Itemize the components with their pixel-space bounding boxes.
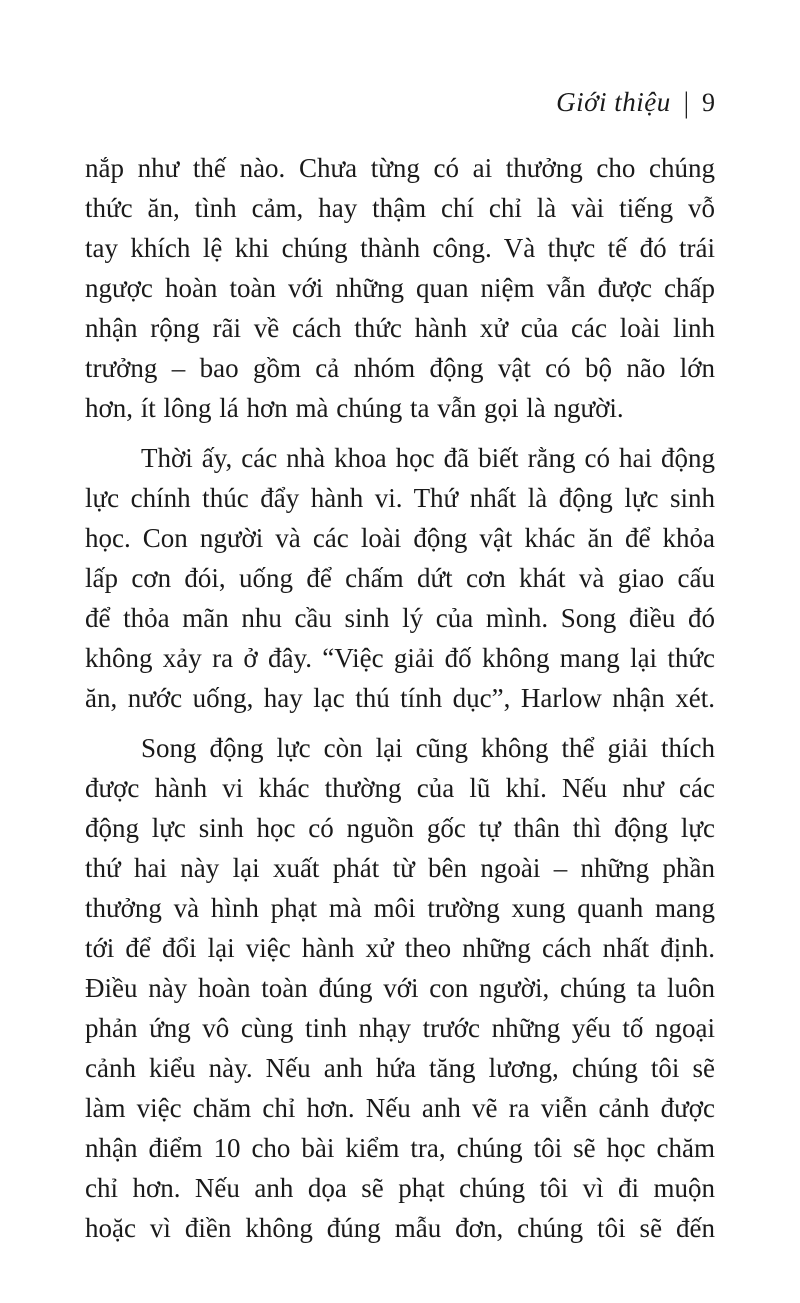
text-line: Điều này hoàn toàn đúng với con người, chúng ta luôn bbox=[85, 973, 715, 1003]
text-line: tay khích lệ khi chúng thành công. Và thực tế đó trái bbox=[85, 233, 715, 263]
paragraph bbox=[85, 438, 715, 718]
paragraph bbox=[85, 148, 715, 428]
text-line: nắp như thế nào. Chưa từng có ai thưởng cho chúng bbox=[85, 153, 715, 183]
text-line: thức ăn, tình cảm, hay thậm chí chỉ là vài tiếng vỗ bbox=[85, 193, 715, 223]
text-line: động lực sinh học có nguồn gốc tự thân thì động lực bbox=[85, 813, 715, 843]
text-line: thứ hai này lại xuất phát từ bên ngoài – những phần bbox=[85, 853, 715, 883]
text-line: phản ứng vô cùng tinh nhạy trước những yếu tố ngoại bbox=[85, 1013, 715, 1043]
text-line: hoặc vì điền không đúng mẫu đơn, chúng tôi sẽ đến bbox=[85, 1213, 715, 1243]
text-line: nhận rộng rãi về cách thức hành xử của các loài linh bbox=[85, 313, 715, 343]
text-line: làm việc chăm chỉ hơn. Nếu anh vẽ ra viễn cảnh được bbox=[85, 1093, 715, 1123]
text-line: Thời ấy, các nhà khoa học đã biết rằng có hai động bbox=[141, 443, 715, 473]
text-line: lấp cơn đói, uống để chấm dứt cơn khát và giao cấu bbox=[85, 563, 715, 593]
text-line: chỉ hơn. Nếu anh dọa sẽ phạt chúng tôi vì đi muộn bbox=[85, 1173, 715, 1203]
text-line: Song động lực còn lại cũng không thể giải thích bbox=[141, 733, 715, 763]
text-line: được hành vi khác thường của lũ khỉ. Nếu như các bbox=[85, 773, 715, 803]
text-line: ngược hoàn toàn với những quan niệm vẫn được chấp bbox=[85, 273, 715, 303]
header-separator: | bbox=[683, 85, 689, 120]
running-header bbox=[85, 86, 715, 119]
page-number: 9 bbox=[702, 88, 715, 117]
text-line: tới để đổi lại việc hành xử theo những cách nhất định. bbox=[85, 933, 715, 963]
text-line: cảnh kiểu này. Nếu anh hứa tăng lương, chúng tôi sẽ bbox=[85, 1053, 715, 1083]
text-line: hơn, ít lông lá hơn mà chúng ta vẫn gọi là người. bbox=[85, 393, 624, 423]
text-line: nhận điểm 10 cho bài kiểm tra, chúng tôi sẽ học chăm bbox=[85, 1133, 715, 1163]
text-line: học. Con người và các loài động vật khác ăn để khỏa bbox=[85, 523, 715, 553]
text-line: lực chính thúc đẩy hành vi. Thứ nhất là động lực sinh bbox=[85, 483, 715, 513]
paragraph bbox=[85, 728, 715, 1248]
text-line: ăn, nước uống, hay lạc thú tính dục”, Harlow nhận xét. bbox=[85, 683, 715, 713]
text-line: để thỏa mãn nhu cầu sinh lý của mình. Song điều đó bbox=[85, 603, 715, 633]
chapter-title: Giới thiệu bbox=[556, 87, 671, 117]
body-text bbox=[85, 148, 715, 1248]
text-line: không xảy ra ở đây. “Việc giải đố không mang lại thức bbox=[85, 643, 715, 673]
text-line: trưởng – bao gồm cả nhóm động vật có bộ não lớn bbox=[85, 353, 715, 383]
text-line: thưởng và hình phạt mà môi trường xung quanh mang bbox=[85, 893, 715, 923]
